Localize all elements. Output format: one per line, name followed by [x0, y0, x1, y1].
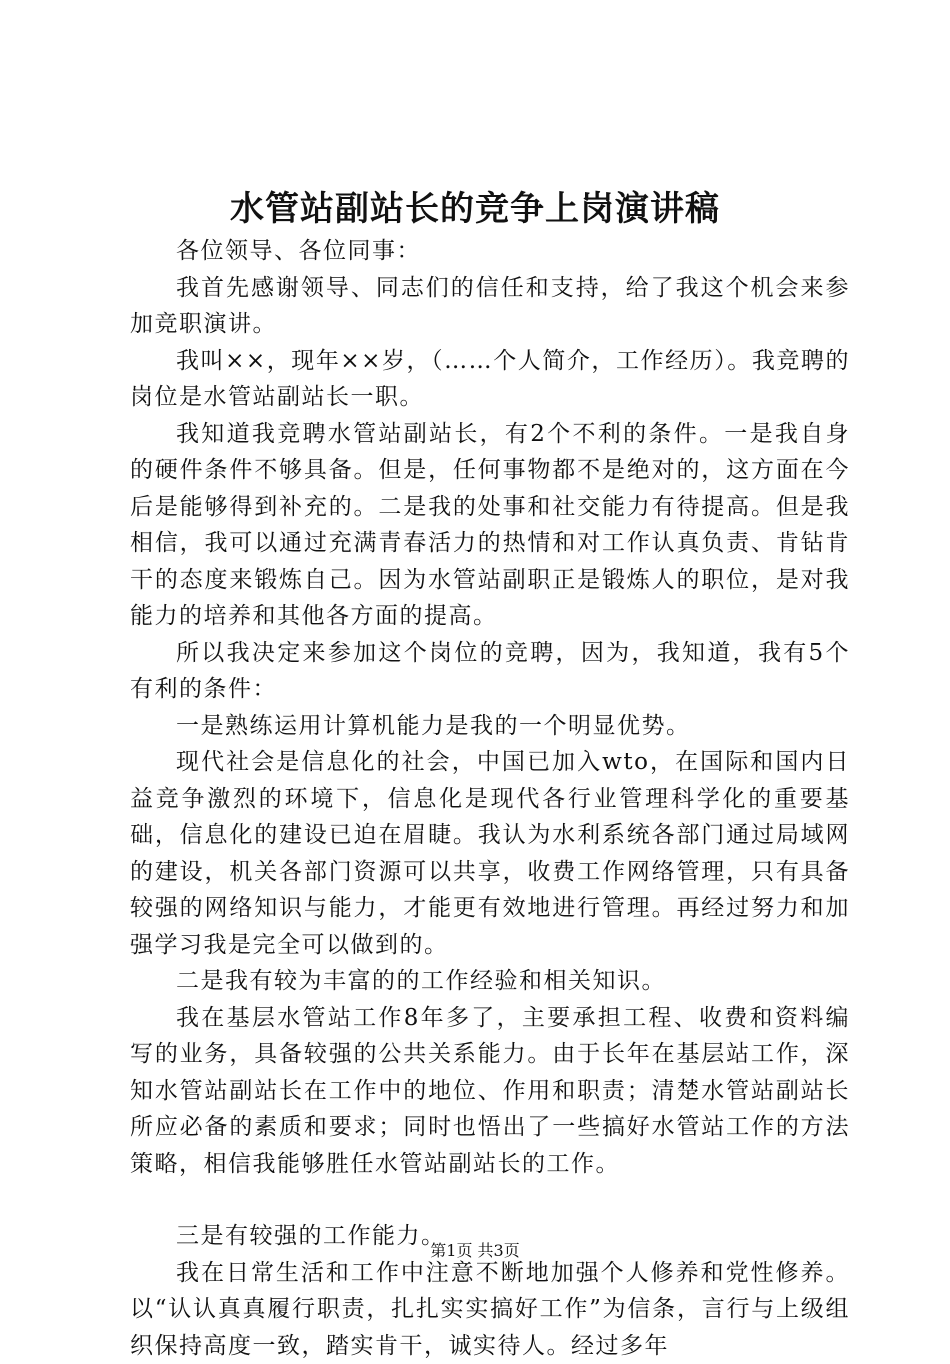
paragraph-advantage-3-heading: 三是有较强的工作能力。: [130, 1218, 850, 1255]
paragraph-advantage-3-body: 我在日常生活和工作中注意不断地加强个人修养和党性修养。以“认认真真履行职责，扎扎实实搞好工作”为信条，言行与上级组织保持高度一致，踏实肯干，诚实待人。经过多年: [130, 1255, 850, 1364]
paragraph-disadvantages: 我知道我竞聘水管站副站长，有2个不利的条件。一是我自身的硬件条件不够具备。但是，任何事物都不是绝对的，这方面在今后是能够得到补充的。二是我的处事和社交能力有待提高。但是我相信，我可以通过充满青春活力的热情和对工作认真负责、肯钻肯干的态度来锻炼自己。因为水管站副职正是锻炼人的职位，是对我能力的培养和其他各方面的提高。: [130, 416, 850, 635]
paragraph-advantage-2-body: 我在基层水管站工作8年多了，主要承担工程、收费和资料编写的业务，具备较强的公共关系能力。由于长年在基层站工作，深知水管站副站长在工作中的地位、作用和职责；清楚水管站副站长所应必备的素质和要求；同时也悟出了一些搞好水管站工作的方法策略，相信我能够胜任水管站副站长的工作。: [130, 1000, 850, 1183]
paragraph-advantage-1-body: 现代社会是信息化的社会，中国已加入wto，在国际和国内日益竞争激烈的环境下，信息化是现代各行业管理科学化的重要基础，信息化的建设已迫在眉睫。我认为水利系统各部门通过局域网的建设，机关各部门资源可以共享，收费工作网络管理，只有具备较强的网络知识与能力，才能更有效地进行管理。再经过努力和加强学习我是完全可以做到的。: [130, 744, 850, 963]
paragraph-thanks: 我首先感谢领导、同志们的信任和支持，给了我这个机会来参加竞职演讲。: [130, 270, 850, 343]
paragraph-greeting: 各位领导、各位同事：: [130, 233, 850, 270]
document-title: 水管站副站长的竞争上岗演讲稿: [0, 186, 950, 232]
paragraph-introduction: 我叫××，现年××岁，（……个人简介，工作经历）。我竞聘的岗位是水管站副站长一职。: [130, 343, 850, 416]
paragraph-advantage-1-heading: 一是熟练运用计算机能力是我的一个明显优势。: [130, 708, 850, 745]
page-footer: 第1页 共3页: [0, 1240, 950, 1262]
paragraph-advantage-2-heading: 二是我有较为丰富的的工作经验和相关知识。: [130, 963, 850, 1000]
document-body: [130, 233, 850, 1364]
paragraph-advantages-intro: 所以我决定来参加这个岗位的竞聘，因为，我知道，我有5个有利的条件：: [130, 635, 850, 708]
